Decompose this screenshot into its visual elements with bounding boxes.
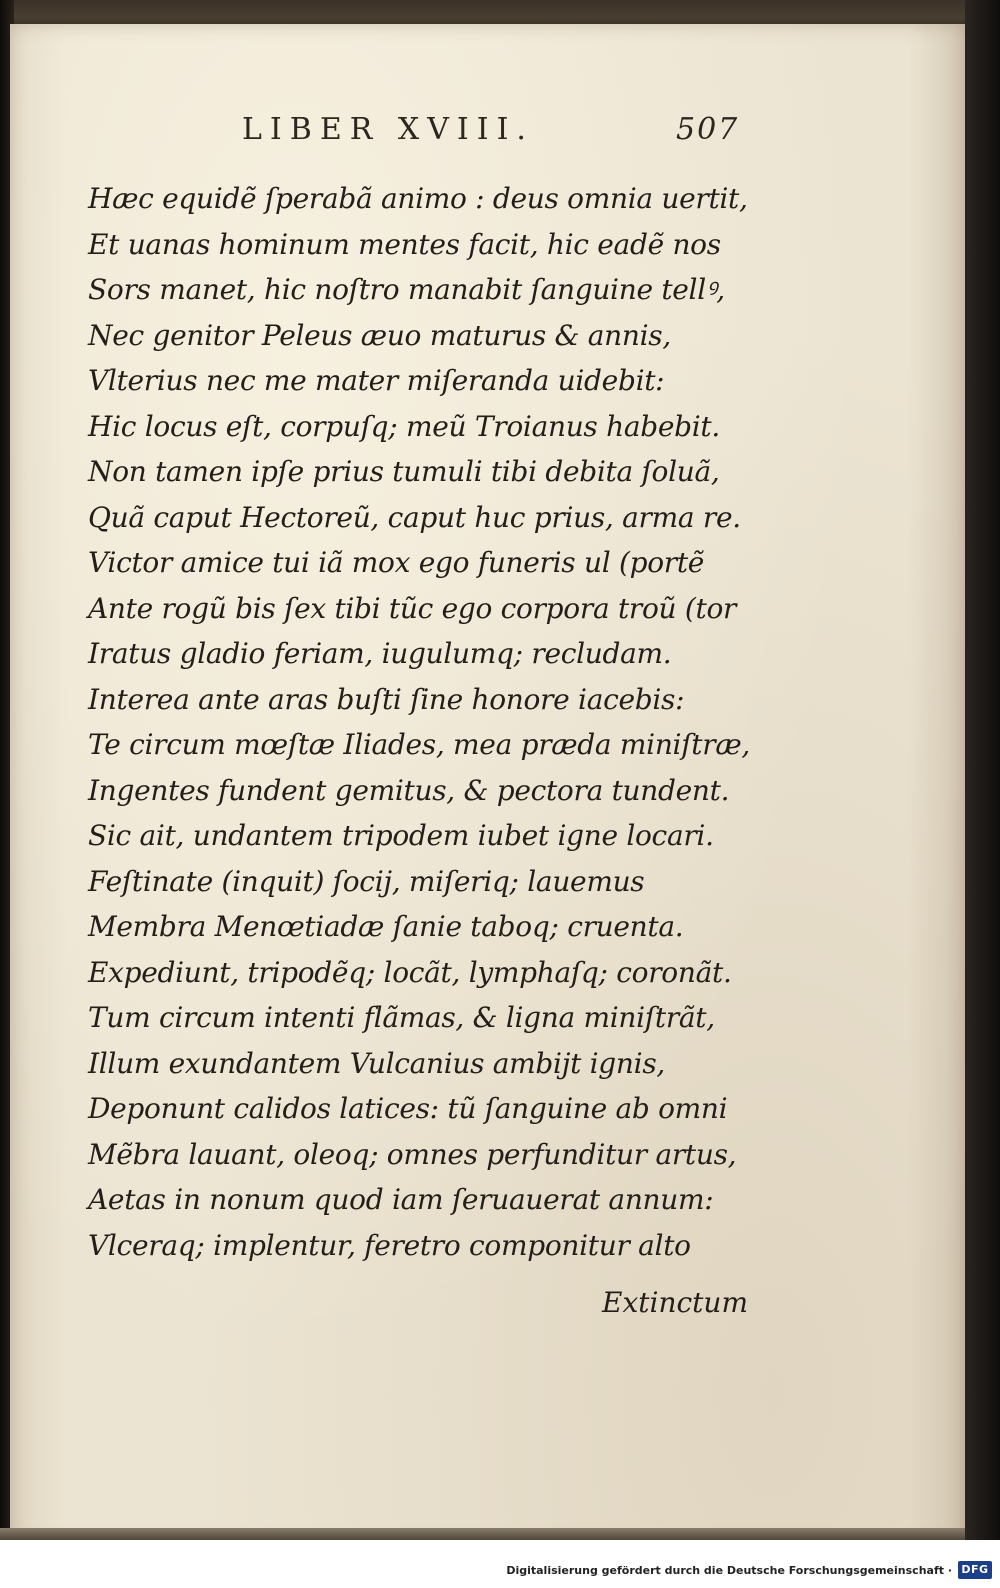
book-page <box>10 24 965 1544</box>
verse-line: Hic locus eſt, corpuſq; meũ Troianus habebit. <box>88 409 720 443</box>
verse-line: Nec genitor Peleus æuo maturus & annis, <box>88 318 671 352</box>
page-number: 507 <box>676 112 740 147</box>
verse-line: Mẽbra lauant, oleoq; omnes perfunditur artus, <box>88 1137 737 1171</box>
verse-line: Et uanas hominum mentes facit, hic eadẽ nos <box>88 227 721 261</box>
verse-line: Te circum mœſtæ Iliades, mea præda miniſtræ, <box>88 728 750 761</box>
verse-line: Expediunt, tripodẽq; locãt, lymphaſq; coronãt. <box>88 955 732 989</box>
verse-line: Ante rogũ bis ſex tibi tũc ego corpora troũ (tor <box>88 591 737 625</box>
verse-line: Quã caput Hectoreũ, caput huc prius, arma re. <box>88 500 741 534</box>
verse-line: Hæc equidẽ ſperabã animo : deus omnia uertit, <box>88 182 748 215</box>
verse-line: Feſtinate (inquit) ſocij, miſeriq; lauemus <box>88 864 645 898</box>
verse-line: Ingentes fundent gemitus, & pectora tundent. <box>88 773 730 807</box>
verse-line: Aetas in nonum quod iam ſeruauerat annum: <box>88 1183 714 1216</box>
verse-line: Non tamen ipſe prius tumuli tibi debita ſoluã, <box>88 455 720 488</box>
verse-line: Vlterius nec me mater miſeranda uidebit: <box>88 364 665 397</box>
digitization-credit: Digitalisierung gefördert durch die Deutsche Forschungsgemeinschaft · <box>506 1564 952 1577</box>
verse-line: Illum exundantem Vulcanius ambijt ignis, <box>88 1046 665 1080</box>
page-header <box>10 112 965 162</box>
verse-line: Iratus gladio feriam, iugulumq; recludam. <box>88 637 672 670</box>
verse-text <box>88 176 788 1268</box>
scan-right-edge <box>965 0 1000 1588</box>
verse-line: Victor amice tui iã mox ego funeris ul (portẽ <box>88 546 705 579</box>
catchword: Extinctum <box>602 1286 748 1319</box>
verse-line: Interea ante aras buſti ſine honore iacebis: <box>88 682 685 716</box>
verse-line: Membra Menœtiadæ ſanie taboq; cruenta. <box>88 910 684 943</box>
verse-line: Vlceraq; implentur, feretro componitur alto <box>88 1228 691 1262</box>
verse-line: Deponunt calidos latices: tũ ſanguine ab omni <box>88 1092 728 1125</box>
running-head: LIBER XVIII. <box>242 112 534 147</box>
dfg-logo: DFG <box>958 1561 992 1579</box>
verse-line: Sors manet, hic noſtro manabit ſanguine tellꝰ, <box>88 273 725 306</box>
verse-line: Sic ait, undantem tripodem iubet igne locari. <box>88 819 714 852</box>
verse-line: Tum circum intenti flãmas, & ligna miniſtrãt, <box>88 1001 715 1034</box>
